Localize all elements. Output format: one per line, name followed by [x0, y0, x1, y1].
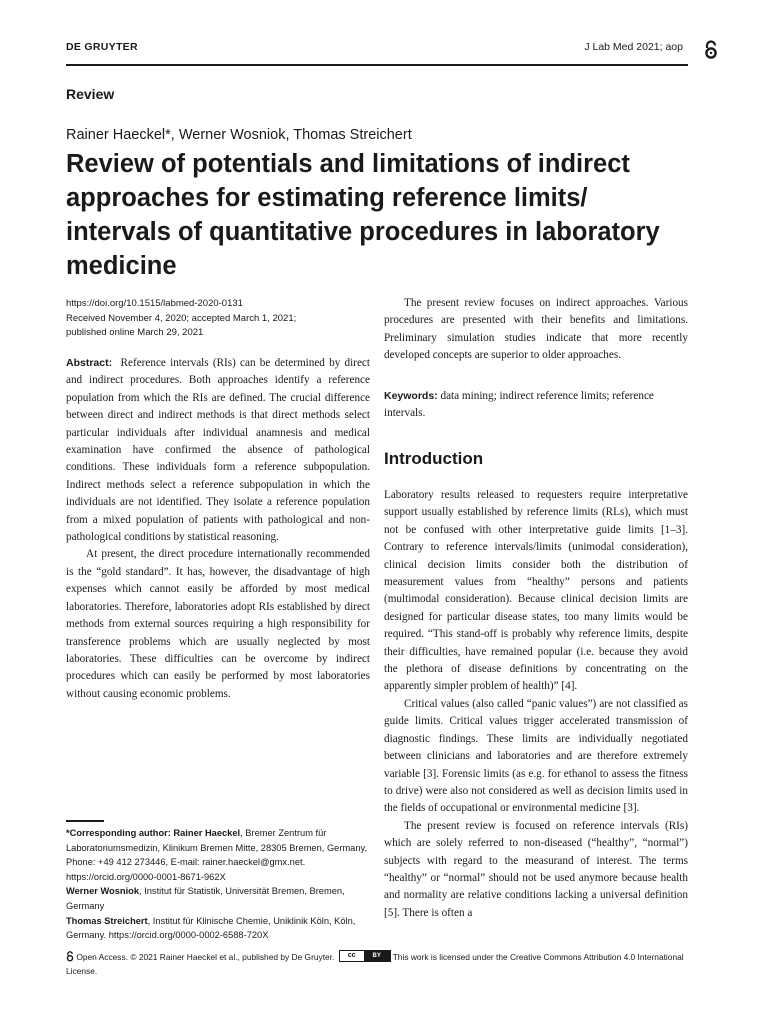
cc-badge-left: cc — [340, 951, 364, 961]
author-2-name: Werner Wosniok — [66, 886, 140, 897]
keywords — [384, 388, 688, 423]
publisher-name: DE GRUYTER — [66, 41, 138, 53]
published-date: published online March 29, 2021 — [66, 327, 204, 338]
received-date: Received November 4, 2020; accepted March 1, 2021; — [66, 312, 297, 324]
keywords-text: data mining; indirect reference limits; reference intervals. — [384, 390, 654, 420]
open-access-icon — [704, 40, 718, 65]
open-access-small-icon — [66, 951, 74, 965]
introduction-body — [384, 487, 688, 922]
footnote-rule — [66, 820, 104, 822]
cc-by-badge-icon[interactable] — [339, 950, 391, 962]
open-access-statement: Open Access. © 2021 Rainer Haeckel et al., published by De Gruyter. — [76, 952, 335, 962]
abstract-continuation — [384, 295, 688, 365]
abstract-paragraph-3: The present review focuses on indirect approaches. Various procedures are presented with their benefits and limitations. Preliminary simulation studies indicate that more recently developed concepts are superior to older approaches. — [384, 297, 688, 362]
journal-citation: J Lab Med 2021; aop — [584, 41, 683, 53]
article-metadata — [66, 297, 366, 341]
author-footnotes — [66, 826, 370, 943]
abstract-text: Reference intervals (RIs) can be determined by direct and indirect procedures. Both approaches identify a reference population from which the RIs are defined. The crucial difference between direct and indirect methods is that direct methods select particular individuals after individual anamnesis and medical examination have confirmed the absence of pathological conditions. These individuals form a reference subpopulation. Indirect methods select a reference subpopulation in which the individuals are not identified. They isolate a reference population from a mixed population of patients with pathological and non-pathological conditions by statistical reasoning. — [66, 357, 371, 544]
intro-paragraph-3: The present review is focused on reference intervals (RIs) which are solely referred to non-diseased (“healthy”, “normal”) subjects with regard to the measurand of interest. The terms “healthy” or “normal” should not be used anymore because health and normality are relative conditions lacking a universal definition [5]. There is often a — [384, 819, 688, 919]
author-list: Rainer Haeckel*, Werner Wosniok, Thomas Streichert — [66, 127, 412, 143]
article-title: Review of potentials and limitations of indirect approaches for estimating reference limits/ intervals of quantitative procedures in laboratory medicine — [66, 150, 660, 280]
license-text: This work is licensed under the Creative Commons Attribution 4.0 International License. — [66, 952, 684, 976]
author-note-3 — [66, 914, 370, 943]
author-3-affiliation: , Institut für Klinische Chemie, Uniklinik Köln, Köln, Germany. https://orcid.org/0000-0002-6588-720X — [66, 915, 356, 941]
license-notice — [66, 950, 696, 977]
intro-paragraph-1: Laboratory results released to requesters require interpretative support usually established by reference limits (RLs), which must not be confused with other interpretative guide limits [1–3]. Contrary to reference intervals/limits (unimodal consideration), clinical decision limits consider both the distribution of measurement values from “healthy” persons and patients (multimodal consideration). Because clinical decision limits are designed for particular disease states, too many limits would be required. “This stand-off is probably why reference limits, despite their difficulties, have remained popular (i.e. because they avoid the plethora of disease definitions by concentrating on the apparently simpler problem of health)” [4]. — [384, 489, 688, 693]
abstract-column — [66, 355, 370, 703]
abstract-label: Abstract: — [66, 357, 113, 369]
abstract-paragraph-2: At present, the direct procedure internationally recommended is the “gold standard”. It has, however, the disadvantage of high expenses which cannot easily be afforded by most medical laboratories. Therefore, laboratories adopt RIs established by direct methods from external sources requiring a high responsibility for transference problems which are usually neglected by most laboratories. These difficulties can be overcome by indirect procedures which can easily be performed by most laboratories without causing economic problems. — [66, 548, 370, 700]
author-2-affiliation: , Institut für Statistik, Universität Bremen, Bremen, Germany — [66, 886, 345, 911]
section-label: Review — [66, 86, 115, 102]
corresponding-author-label: *Corresponding author: Rainer Haeckel — [66, 828, 241, 838]
header-rule — [66, 64, 688, 66]
keywords-label: Keywords: — [384, 390, 438, 402]
doi-link[interactable]: https://doi.org/10.1515/labmed-2020-0131 — [66, 298, 243, 309]
author-3-name: Thomas Streichert — [66, 915, 148, 926]
corresponding-author-note — [66, 826, 370, 884]
introduction-heading: Introduction — [384, 449, 484, 468]
author-note-2 — [66, 884, 370, 913]
cc-badge-right: BY — [364, 951, 390, 961]
abstract-paragraph — [66, 355, 370, 546]
corresponding-author-details: , Bremer Zentrum für Laboratoriumsmedizin, Klinikum Bremen Mitte, 28305 Bremen, Germany, Phone: +49 412 273446, E-mail: rainer.haeckel@gmx.net. https://orcid.org/0000-0001-8671-962X — [66, 828, 368, 882]
intro-paragraph-2: Critical values (also called “panic values”) are not classified as guide limits. Critical values trigger accelerated transmission of diagnostic findings. These limits are individually negotiated between clinicians and laboratories and are therefore extremely variable [3]. Forensic limits (as e.g. for ethanol to assess the fitness to drive) were also not considered as well as decision limits used in the fields of occupational or environmental medicine [3]. — [384, 697, 688, 815]
